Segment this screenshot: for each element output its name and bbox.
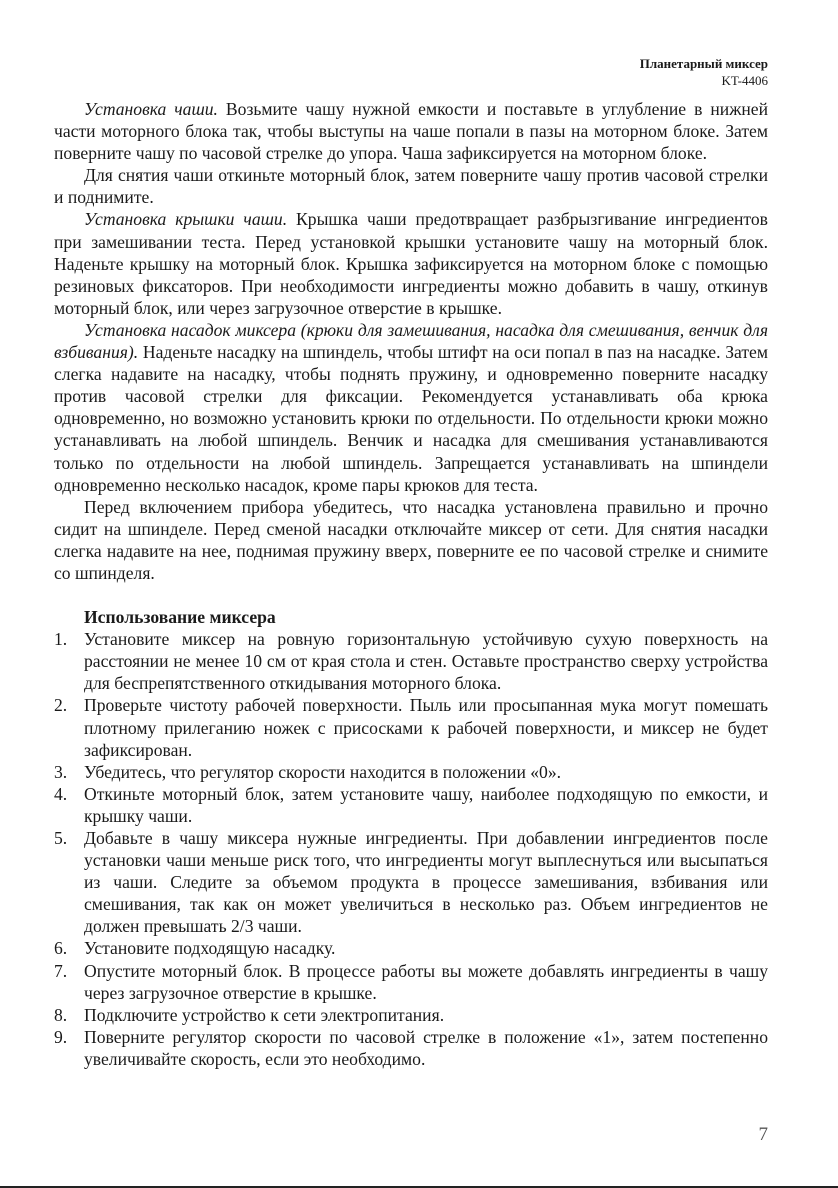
header-model: KT-4406	[721, 73, 768, 88]
paragraph-text: Возьмите чашу нужной емкости и поставьте в углубление в нижней части моторного блока так, чтобы выступы на чаше попали в пазы на моторном блоке. Затем поверните чашу по часовой стрелке до упора. Чаша зафиксируется на моторном блоке.	[54, 99, 768, 164]
list-item	[54, 761, 768, 783]
step-text: Подключите устройство к сети электропитания.	[84, 1004, 445, 1025]
paragraph-lead: Установка чаши.	[84, 99, 218, 119]
paragraph-lead: Установка крышки чаши.	[84, 209, 288, 230]
step-text: Убедитесь, что регулятор скорости находится в положении «0».	[84, 761, 562, 782]
usage-steps-list	[54, 628, 768, 1070]
list-item	[54, 694, 768, 760]
step-number: 9.	[54, 1026, 68, 1047]
step-number: 5.	[54, 828, 68, 848]
step-text: Поверните регулятор скорости по часовой стрелке в положение «1», затем постепенно увеличивайте скорость, если это необходимо.	[84, 1026, 768, 1069]
step-number: 3.	[54, 761, 68, 782]
page-number: 7	[758, 1124, 768, 1145]
step-text: Откиньте моторный блок, затем установите чашу, наиболее подходящую по емкости, и крышку чаши.	[84, 783, 768, 826]
paragraph-attachment-check	[54, 496, 768, 584]
step-text: Опустите моторный блок. В процессе работы вы можете добавлять ингредиенты в чашу через загрузочное отверстие в крышке.	[84, 960, 768, 1003]
list-item	[54, 827, 768, 937]
paragraph-bowl-install	[54, 98, 768, 164]
paragraph-lead: Установка насадок миксера (крюки для замешивания, насадка для смешивания, венчик для взбивания).	[54, 319, 768, 363]
list-item	[54, 628, 768, 694]
list-item	[54, 1004, 768, 1026]
page-body	[54, 98, 768, 1070]
paragraph-text: Наденьте насадку на шпиндель, чтобы штифт на оси попал в паз на насадке. Затем слегка надавите на насадку, чтобы поднять пружину, и одновременно поверните насадку против часовой стрелки для фиксации. Рекомендуется устанавливать оба крюка одновременно, но возможно установить крюки по отдельности. По отдельности крюки можно устанавливать на любой шпиндель. Венчик и насадка для смешивания устанавливаются только по отдельности на любой шпиндель. Запрещается устанавливать на шпиндели одновременно несколько насадок, кроме пары крюков для теста.	[54, 342, 768, 495]
list-item	[54, 960, 768, 1004]
section-title-usage: Использование миксера	[84, 607, 276, 628]
step-number: 1.	[54, 629, 68, 650]
paragraph-text: Крышка чаши предотвращает разбрызгивание ингредиентов при замешивании теста. Перед установкой крышки установите чашу на моторный блок. Наденьте крышку на моторный блок. Крышка зафиксируется на моторном блоке с помощью резиновых фиксаторов. При необходимости ингредиенты можно добавить в чашу, откинув моторный блок, или через загрузочное отверстие в крышке.	[54, 209, 768, 318]
paragraph-bowl-remove	[54, 164, 768, 208]
running-header	[640, 55, 768, 89]
list-item	[54, 783, 768, 827]
header-title: Планетарный миксер	[639, 56, 768, 71]
step-text: Добавьте в чашу миксера нужные ингредиенты. При добавлении ингредиентов после установки чаши меньше риск того, что ингредиенты могут выплеснуться или высыпаться из чаши. Следите за объемом продукта в процессе замешивания, взбивания или смешивания, так как он может увеличиться в несколько раз. Объем ингредиентов не должен превышать 2/3 чаши.	[84, 828, 768, 937]
paragraph-attachment-install	[54, 319, 768, 496]
paragraph-text: Для снятия чаши откиньте моторный блок, затем поверните чашу против часовой стрелки и поднимите.	[54, 165, 768, 208]
step-number: 6.	[54, 938, 68, 959]
step-number: 8.	[54, 1004, 68, 1025]
step-number: 2.	[54, 695, 68, 716]
paragraph-lid-install	[54, 208, 768, 318]
list-item	[54, 1026, 768, 1070]
step-text: Установите миксер на ровную горизонтальную устойчивую сухую поверхность на расстоянии не менее 10 см от края стола и стен. Оставьте пространство сверху устройства для беспрепятственного откидывания моторного блока.	[84, 629, 768, 694]
step-text: Проверьте чистоту рабочей поверхности. Пыль или просыпанная мука могут помешать плотному прилеганию ножек с присосками к рабочей поверхности, и миксер не будет зафиксирован.	[84, 695, 768, 760]
paragraph-text: Перед включением прибора убедитесь, что насадка установлена правильно и прочно сидит на шпинделе. Перед сменой насадки отключайте миксер от сети. Для снятия насадки слегка надавите на нее, поднимая пружину вверх, поверните ее по часовой стрелке и снимите со шпинделя.	[54, 496, 768, 583]
step-number: 4.	[54, 783, 68, 804]
step-text: Установите подходящую насадку.	[84, 938, 336, 959]
list-item	[54, 937, 768, 959]
step-number: 7.	[54, 960, 68, 981]
